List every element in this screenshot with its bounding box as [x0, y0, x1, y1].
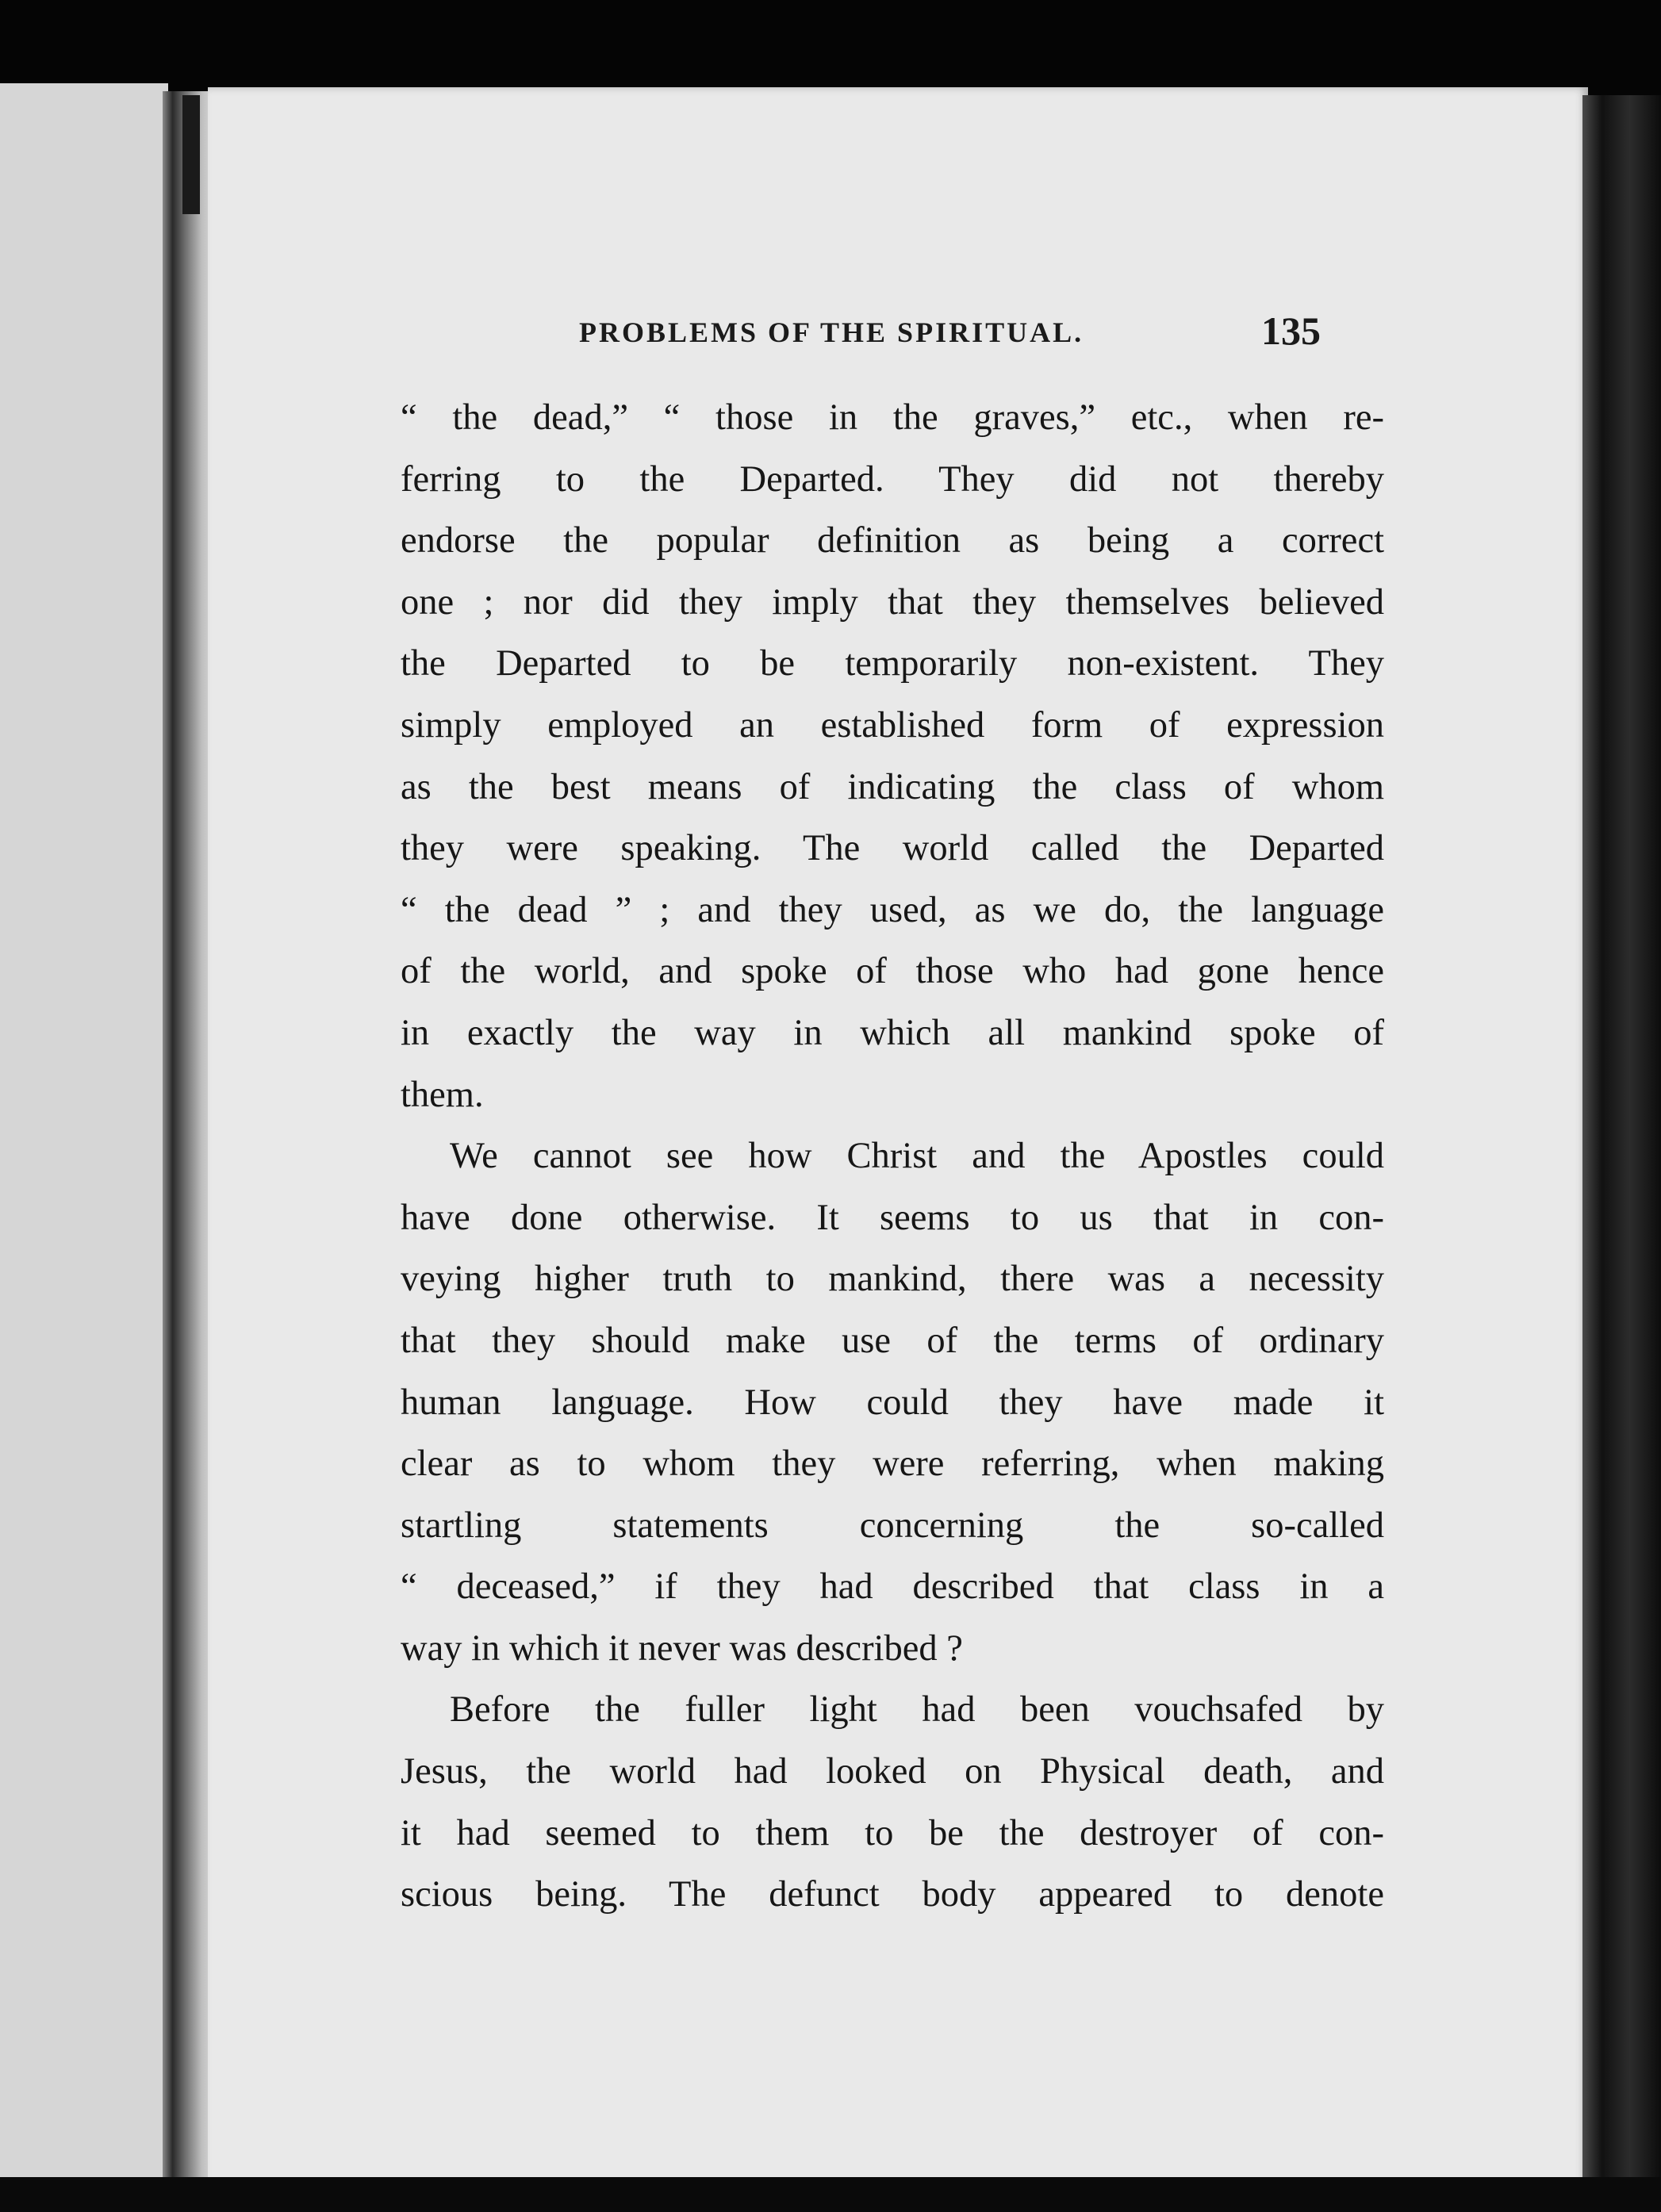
facing-page-edge — [0, 83, 168, 2209]
text-line: ferring to the Departed. They did not thereby — [401, 458, 1384, 500]
gutter-shadow — [182, 95, 200, 214]
text-line: startling statements concerning the so-called — [401, 1505, 1384, 1546]
running-title: PROBLEMS OF THE SPIRITUAL. — [579, 316, 1084, 348]
page-number: 135 — [1261, 309, 1321, 353]
text-line: We cannot see how Christ and the Apostles could — [450, 1136, 1384, 1177]
text-line: simply employed an established form of expression — [401, 704, 1384, 746]
paragraph — [401, 1125, 1384, 1679]
text-line: in exactly the way in which all mankind spoke of — [401, 1012, 1384, 1053]
text-line: “ the dead,” “ those in the graves,” etc., when re- — [401, 397, 1384, 438]
text-line: Jesus, the world had looked on Physical death, and — [401, 1751, 1384, 1792]
text-line: as the best means of indicating the class of whom — [401, 766, 1384, 807]
running-head — [579, 311, 1372, 358]
paragraph — [401, 387, 1384, 1125]
body-text — [401, 387, 1384, 1926]
text-line: it had seemed to them to be the destroyer of con- — [401, 1812, 1384, 1854]
text-line: clear as to whom they were referring, when making — [401, 1443, 1384, 1485]
text-line: “ deceased,” if they had described that class in a — [401, 1566, 1384, 1608]
text-line: scious being. The defunct body appeared to denote — [401, 1874, 1384, 1915]
text-line: have done otherwise. It seems to us that in con- — [401, 1197, 1384, 1238]
text-line: way in which it never was described ? — [401, 1627, 963, 1669]
text-line: endorse the popular definition as being a correct — [401, 520, 1384, 562]
text-line: the Departed to be temporarily non-existent. They — [401, 643, 1384, 684]
text-line: Before the fuller light had been vouchsafed by — [450, 1689, 1384, 1731]
text-line: one ; nor did they imply that they themselves believed — [401, 581, 1384, 623]
text-line: “ the dead ” ; and they used, as we do, the language — [401, 889, 1384, 930]
text-line: veying higher truth to mankind, there was a necessity — [401, 1259, 1384, 1300]
text-line: that they should make use of the terms of ordinary — [401, 1320, 1384, 1361]
page-edge-shadow — [1582, 95, 1661, 2212]
text-line: of the world, and spoke of those who had gone hence — [401, 951, 1384, 992]
paragraph — [401, 1679, 1384, 1925]
scan-border — [0, 2177, 1661, 2212]
text-line: they were speaking. The world called the Departed — [401, 828, 1384, 869]
text-line: them. — [401, 1074, 484, 1115]
text-line: human language. How could they have made it — [401, 1382, 1384, 1423]
